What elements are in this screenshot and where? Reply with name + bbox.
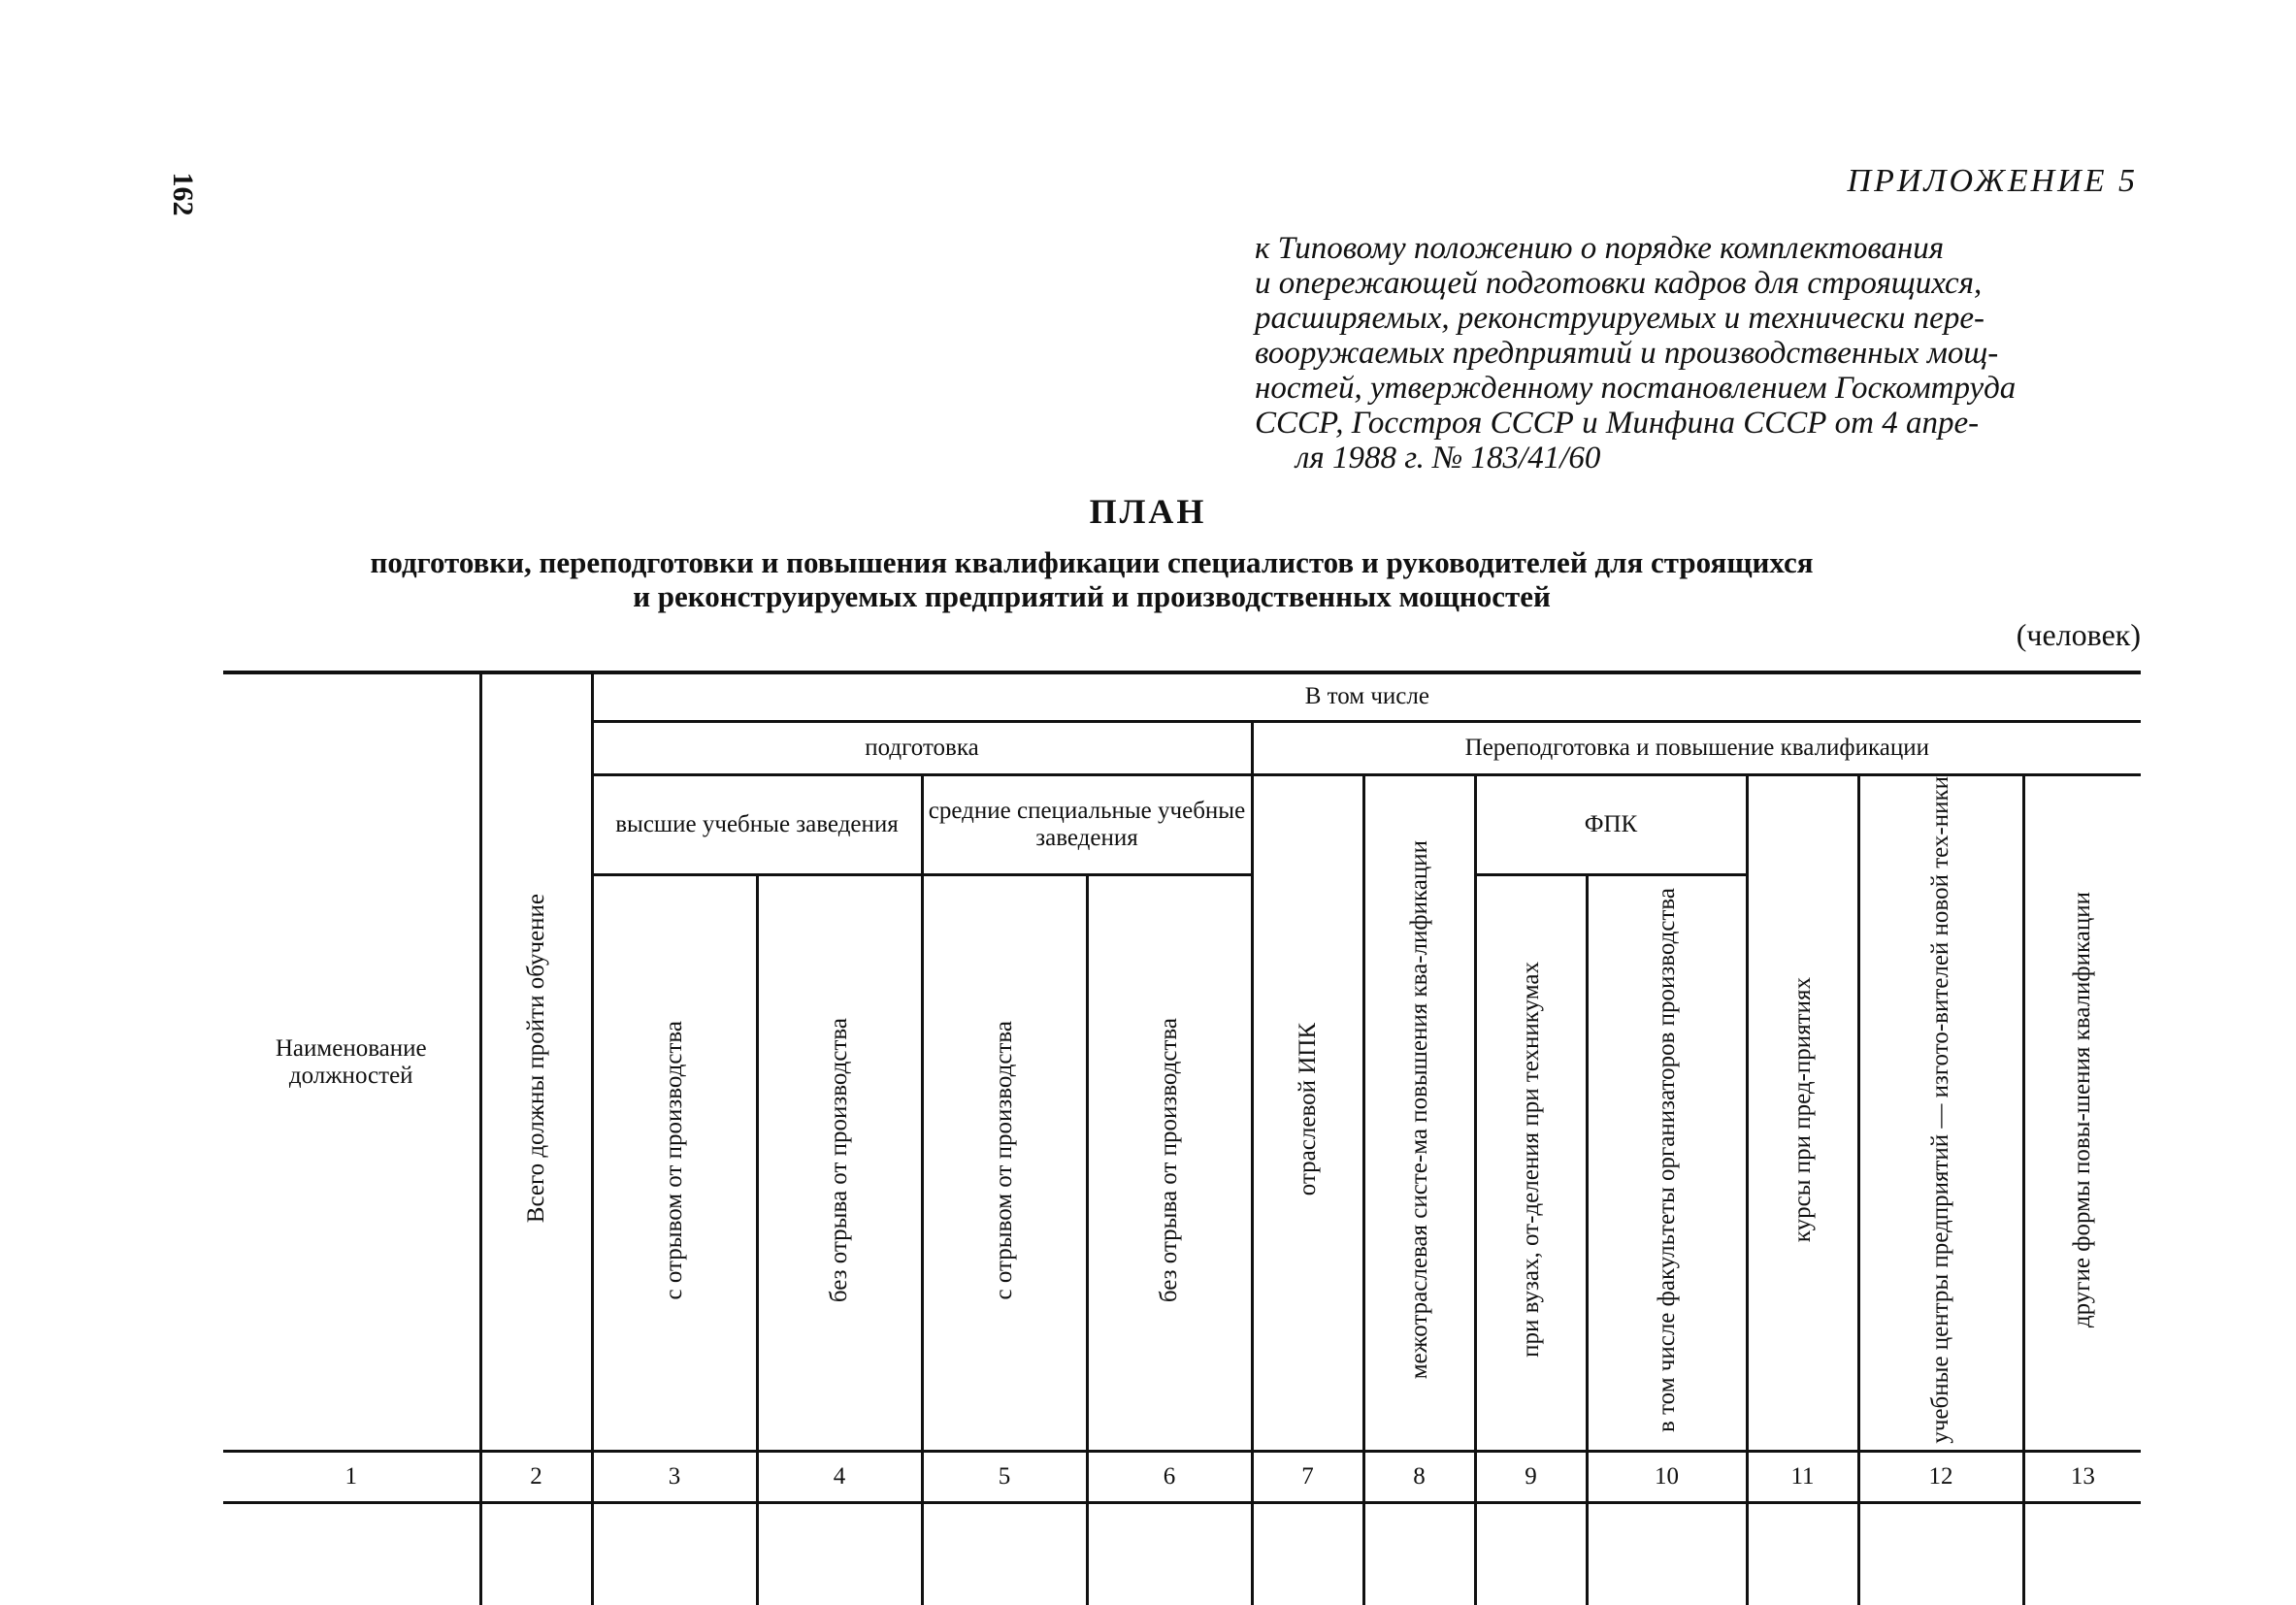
data-cell <box>592 1503 757 1605</box>
appendix-reference-line: вооружаемых предприятий и производственных мощ- <box>1255 336 1999 371</box>
column-number: 2 <box>480 1452 592 1503</box>
units-label: (человек) <box>2016 617 2141 652</box>
data-cell <box>922 1503 1087 1605</box>
header-retraining: Переподготовка и повышение квалификации <box>1252 721 2141 774</box>
plan-title: ПЛАН <box>1089 492 1207 531</box>
header-branch-ipk <box>1252 774 1363 1452</box>
data-cell <box>1858 1503 2023 1605</box>
plan-subtitle-line: и реконструируемых предприятий и производственных мощностей <box>633 579 1551 613</box>
header-higher-without-leave <box>757 875 922 1452</box>
data-cell <box>223 1503 480 1605</box>
column-number: 4 <box>757 1452 922 1503</box>
column-number: 7 <box>1252 1452 1363 1503</box>
appendix-reference-line: ля 1988 г. № 183/41/60 <box>1296 441 1601 475</box>
column-number: 1 <box>223 1452 480 1503</box>
header-interbranch-text: межотраслевая систе-ма повышения ква-лификации <box>1405 839 1432 1379</box>
header-higher-without-leave-text: без отрыва от производства <box>826 1017 852 1302</box>
header-fpk: ФПК <box>1475 774 1747 875</box>
header-position-name: Наименование должностей <box>223 672 480 1452</box>
plan-subtitle <box>194 545 1989 613</box>
plan-table <box>223 671 2141 1605</box>
header-other-forms-text: другие формы повы-шения квалификации <box>2069 891 2096 1327</box>
column-number: 11 <box>1747 1452 1858 1503</box>
appendix-reference-line: и опережающей подготовки кадров для строящихся, <box>1255 266 1983 301</box>
header-secondary-education: средние специальные учебные заведения <box>922 774 1252 875</box>
header-including: В том числе <box>592 672 2141 721</box>
header-secondary-without-leave <box>1087 875 1252 1452</box>
appendix-reference-line: ностей, утвержденному постановлением Госкомтруда <box>1255 371 2017 406</box>
column-number: 3 <box>592 1452 757 1503</box>
data-cell <box>757 1503 922 1605</box>
data-cell <box>1475 1503 1587 1605</box>
header-total <box>480 672 592 1452</box>
header-higher-with-leave-text: с отрывом от производства <box>661 1020 687 1300</box>
header-fpk-faculties-text: в том числе факультеты организаторов производства <box>1653 887 1680 1432</box>
data-cell <box>1252 1503 1363 1605</box>
data-cell <box>1087 1503 1252 1605</box>
column-numbers-row <box>223 1452 2141 1503</box>
plan-subtitle-line: подготовки, переподготовки и повышения квалификации специалистов и руководителей для строящихся <box>370 545 1814 579</box>
header-secondary-without-leave-text: без отрыва от производства <box>1156 1017 1182 1302</box>
column-number: 10 <box>1587 1452 1747 1503</box>
column-number: 13 <box>2023 1452 2141 1503</box>
column-number: 8 <box>1363 1452 1475 1503</box>
header-fpk-universities-text: при вузах, от-деления при техникумах <box>1517 962 1544 1359</box>
appendix-title: ПРИЛОЖЕНИЕ 5 <box>1847 163 2138 199</box>
header-higher-education: высшие учебные заведения <box>592 774 922 875</box>
header-secondary-with-leave <box>922 875 1087 1452</box>
header-training: подготовка <box>592 721 1252 774</box>
data-cell <box>2023 1503 2141 1605</box>
appendix-reference <box>1255 231 2140 475</box>
appendix-reference-line: к Типовому положению о порядке комплектования <box>1255 231 1945 266</box>
empty-data-row <box>223 1503 2141 1605</box>
data-cell <box>1587 1503 1747 1605</box>
header-interbranch <box>1363 774 1475 1452</box>
header-secondary-with-leave-text: с отрывом от производства <box>991 1020 1017 1300</box>
appendix-reference-line: расширяемых, реконструируемых и технически пере- <box>1255 301 1984 336</box>
data-cell <box>480 1503 592 1605</box>
header-branch-ipk-text: отраслевой ИПК <box>1294 1023 1321 1196</box>
data-cell <box>1747 1503 1858 1605</box>
header-higher-with-leave <box>592 875 757 1452</box>
header-fpk-faculties <box>1587 875 1747 1452</box>
column-number: 5 <box>922 1452 1087 1503</box>
header-courses-text: курсы при пред-приятиях <box>1788 976 1816 1242</box>
header-fpk-universities <box>1475 875 1587 1452</box>
header-training-centers-text: учебные центры предприятий — изгото-вителей новой тех-ники <box>1927 775 1953 1444</box>
appendix-reference-line: СССР, Госстроя СССР и Минфина СССР от 4 апре- <box>1255 406 1980 441</box>
header-total-text: Всего должны пройти обучение <box>522 894 549 1224</box>
header-other-forms <box>2023 774 2141 1452</box>
column-number: 12 <box>1858 1452 2023 1503</box>
header-courses <box>1747 774 1858 1452</box>
data-cell <box>1363 1503 1475 1605</box>
header-training-centers <box>1858 774 2023 1452</box>
column-number: 6 <box>1087 1452 1252 1503</box>
column-number: 9 <box>1475 1452 1587 1503</box>
page-number: 162 <box>167 172 199 216</box>
